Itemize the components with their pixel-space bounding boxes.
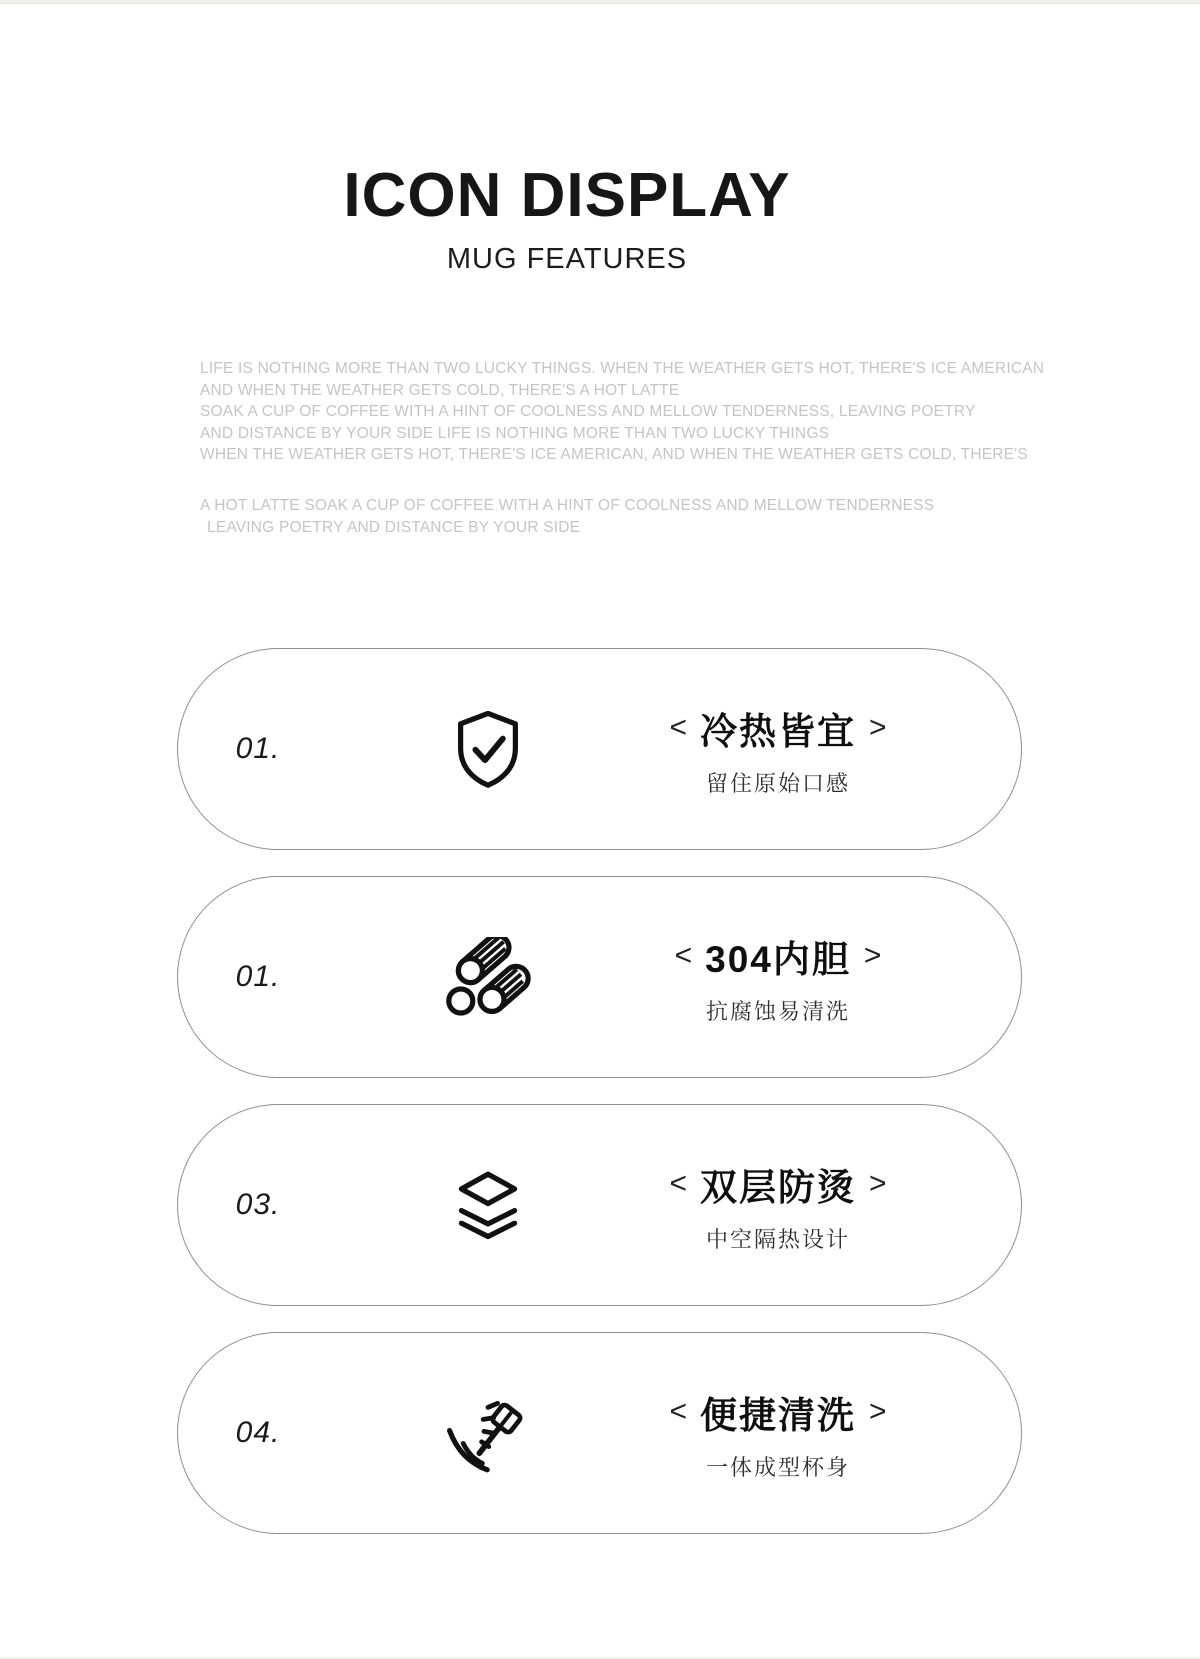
feature-number: 04. — [235, 1416, 281, 1449]
stacked-layers-icon — [450, 1170, 526, 1240]
feature-text — [669, 1385, 886, 1482]
feature-title: 304内胆 — [705, 938, 851, 980]
page-subtitle: MUG FEATURES — [446, 243, 688, 275]
feature-number: 01. — [235, 732, 281, 765]
intro-paragraph — [200, 358, 1044, 538]
feature-card-hot-cold — [177, 648, 1022, 850]
section-header — [343, 160, 790, 276]
page-title: ICON DISPLAY — [343, 161, 791, 230]
bracket-open: < — [669, 1166, 687, 1200]
feature-number: 03. — [235, 1188, 281, 1221]
feature-text — [669, 1157, 886, 1254]
bracket-open: < — [674, 938, 693, 972]
intro-line: WHEN THE WEATHER GETS HOT, THERE'S ICE AMERICAN, AND WHEN THE WEATHER GETS COLD, THERE'S — [200, 446, 1028, 464]
feature-card-easy-clean — [177, 1332, 1022, 1534]
feature-subtitle: 一体成型杯身 — [705, 1454, 850, 1480]
bracket-open: < — [669, 710, 687, 744]
intro-line: LIFE IS NOTHING MORE THAN TWO LUCKY THINGS. WHEN THE WEATHER GETS HOT, THERE'S ICE AMERICAN — [200, 360, 1045, 377]
shield-check-icon — [451, 708, 525, 790]
feature-title: 便捷清洗 — [700, 1394, 856, 1436]
steel-pipes-icon — [444, 937, 532, 1017]
bracket-close: > — [869, 1166, 887, 1200]
feature-subtitle: 抗腐蚀易清洗 — [705, 998, 850, 1024]
feature-card-list — [177, 648, 1022, 1560]
intro-line: AND WHEN THE WEATHER GETS COLD, THERE'S A HOT LATTE — [200, 381, 680, 399]
feature-card-304-liner — [177, 876, 1022, 1078]
bracket-close: > — [869, 710, 887, 744]
feature-card-double-wall — [177, 1104, 1022, 1306]
feature-number: 01. — [235, 960, 281, 993]
bracket-open: < — [669, 1394, 687, 1428]
cleaning-brush-icon — [444, 1389, 532, 1477]
bracket-close: > — [863, 938, 882, 972]
feature-subtitle: 中空隔热设计 — [705, 1226, 850, 1252]
feature-title: 冷热皆宜 — [700, 710, 856, 752]
intro-line: AND DISTANCE BY YOUR SIDE LIFE IS NOTHING MORE THAN TWO LUCKY THINGS — [200, 424, 830, 442]
feature-subtitle: 留住原始口感 — [705, 770, 850, 796]
intro-line: A HOT LATTE SOAK A CUP OF COFFEE WITH A HINT OF COOLNESS AND MELLOW TENDERNESS — [200, 496, 935, 514]
intro-line: SOAK A CUP OF COFFEE WITH A HINT OF COOLNESS AND MELLOW TENDERNESS, LEAVING POETRY — [200, 403, 976, 421]
intro-line: LEAVING POETRY AND DISTANCE BY YOUR SIDE — [207, 518, 581, 536]
feature-title: 双层防烫 — [700, 1166, 856, 1208]
feature-text — [669, 701, 886, 798]
top-edge-divider — [0, 0, 1200, 4]
bracket-close: > — [869, 1394, 887, 1428]
feature-text — [675, 929, 882, 1026]
